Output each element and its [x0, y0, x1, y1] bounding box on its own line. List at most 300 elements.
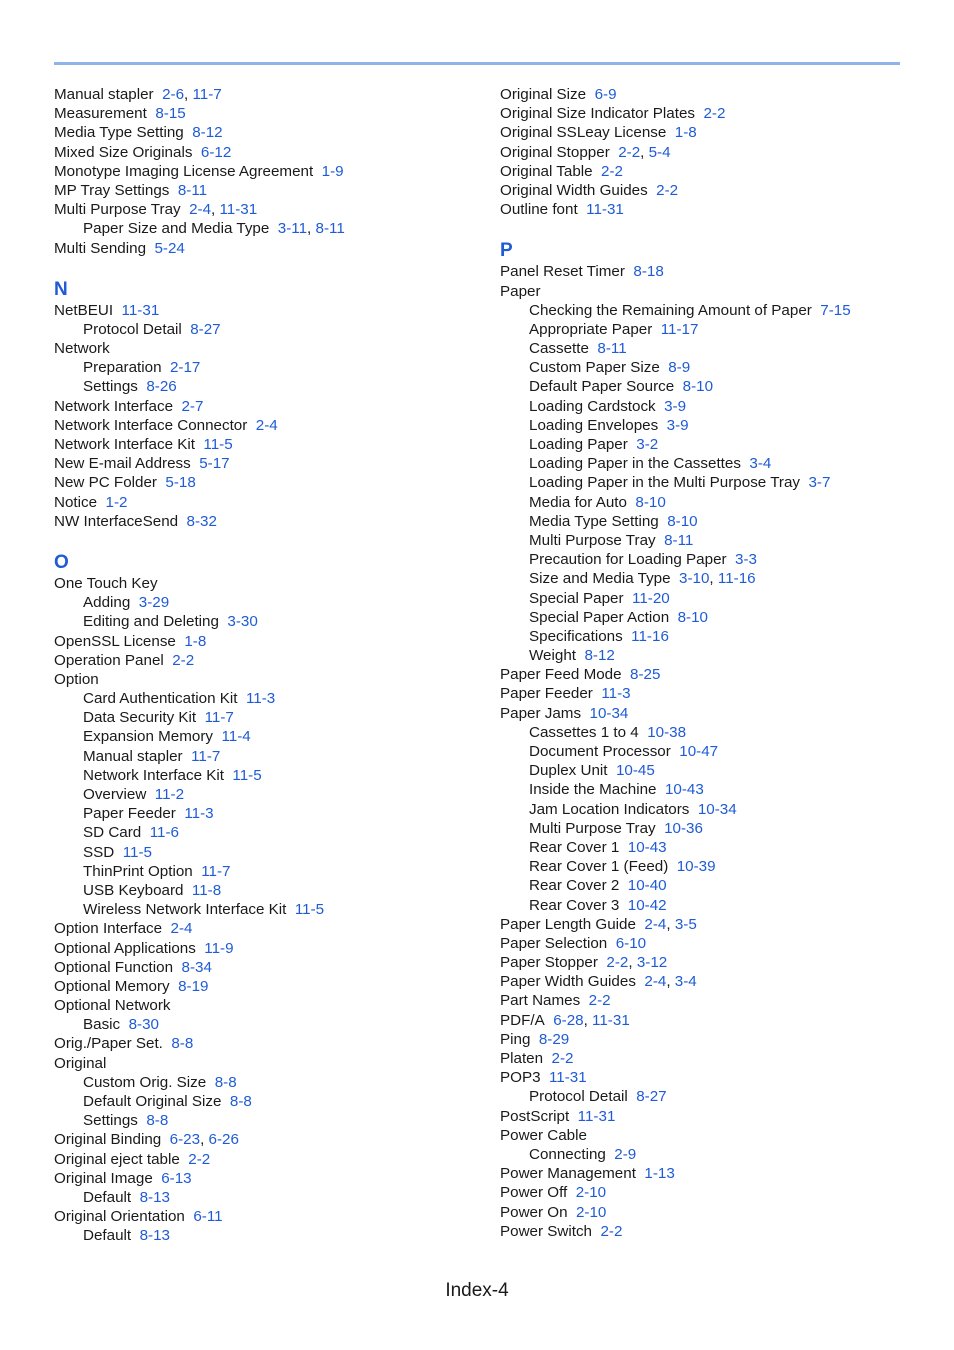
index-term: Original SSLeay License — [500, 124, 667, 142]
page-ref-link[interactable]: 3-4 — [674, 973, 697, 991]
index-term: Optional Applications — [54, 939, 196, 957]
page-ref-link[interactable]: 11-31 — [586, 201, 624, 219]
index-entry-optional-applications — [54, 939, 474, 958]
page-ref-link[interactable]: 6-10 — [615, 934, 647, 952]
index-subentry-paper-feeder — [54, 804, 474, 823]
index-term: New E-mail Address — [54, 455, 191, 473]
index-term: Original eject table — [54, 1150, 180, 1168]
page-ref-link[interactable]: 10-34 — [589, 704, 629, 722]
page-ref-link[interactable]: 10-42 — [627, 896, 667, 914]
index-term: Wireless Network Interface Kit — [83, 901, 287, 919]
page-ref-link[interactable]: 2-2 — [600, 1222, 623, 1240]
index-entry-measurement — [54, 104, 474, 123]
page-ref-link[interactable]: 1-8 — [184, 632, 207, 650]
index-entry-paper-stopper — [500, 953, 920, 972]
page-ref-link[interactable]: 8-12 — [192, 124, 223, 142]
page-ref-link[interactable]: 8-12 — [584, 647, 615, 665]
index-entry-option-interface — [54, 919, 474, 938]
index-term: Settings — [83, 1112, 138, 1130]
index-subentry-special-paper-action — [500, 608, 920, 627]
index-subentry-media-for-auto — [500, 493, 920, 512]
page-ref-link[interactable]: 6-11 — [193, 1208, 223, 1226]
page-ref-link[interactable]: 8-10 — [682, 378, 714, 396]
index-term: Outline font — [500, 201, 578, 219]
page-ref-link[interactable]: 11-16 — [631, 627, 669, 645]
index-term: Paper Feed Mode — [500, 666, 622, 684]
page-ref-link[interactable]: 2-2 — [703, 105, 726, 123]
index-term: Cassettes 1 to 4 — [529, 723, 639, 741]
index-term: Paper Feeder — [83, 805, 176, 823]
index-term: MP Tray Settings — [54, 181, 170, 199]
index-subentry-sd-card — [54, 823, 474, 842]
index-subentry-usb-keyboard — [54, 881, 474, 900]
index-term: Rear Cover 3 — [529, 896, 620, 914]
index-term: Protocol Detail — [529, 1088, 628, 1106]
index-term: Panel Reset Timer — [500, 263, 625, 281]
index-term: Optional Function — [54, 958, 174, 976]
section-gap — [500, 219, 920, 240]
index-entry-paper-length-guide — [500, 915, 920, 934]
index-term: Loading Paper in the Cassettes — [529, 455, 741, 473]
ref-separator: , — [184, 86, 193, 103]
index-term: Rear Cover 1 (Feed) — [529, 858, 669, 876]
page-ref-link[interactable]: 8-8 — [171, 1035, 194, 1053]
index-term: Document Processor — [529, 743, 671, 760]
page-ref-link[interactable]: 8-18 — [633, 263, 664, 281]
index-entry-nw-interfacesend — [54, 512, 474, 531]
index-term: Media for Auto — [529, 493, 627, 511]
ref-separator: , — [211, 201, 220, 219]
index-subentry-duplex-unit — [500, 761, 920, 780]
page-ref-link[interactable]: 3-9 — [666, 416, 689, 434]
index-term: ThinPrint Option — [83, 862, 193, 880]
page-ref-link[interactable]: 11-5 — [122, 843, 152, 861]
index-term: Connecting — [529, 1145, 606, 1163]
page-ref-link[interactable]: 2-4 — [170, 920, 193, 938]
page-ref-link[interactable]: 3-30 — [227, 613, 258, 631]
index-term: Power Switch — [500, 1222, 593, 1240]
page-ref-link[interactable]: 10-43 — [664, 781, 704, 799]
page-ref-link[interactable]: 11-6 — [149, 824, 179, 842]
index-entry-outline-font — [500, 200, 920, 219]
page-ref-link[interactable]: 11-31 — [577, 1107, 616, 1125]
page-ref-link[interactable]: 8-8 — [214, 1073, 237, 1091]
index-term: Default — [83, 1188, 132, 1206]
index-subentry-specifications — [500, 627, 920, 646]
index-entry-pop3 — [500, 1068, 920, 1087]
index-term: Special Paper Action — [529, 608, 670, 626]
page-ref-link[interactable]: 8-27 — [190, 320, 221, 338]
index-term: Multi Purpose Tray — [529, 819, 656, 837]
index-entry-paper-jams — [500, 704, 920, 723]
index-entry-original-orientation — [54, 1207, 474, 1226]
index-term: Precaution for Loading Paper — [529, 551, 727, 569]
page-ref-link[interactable]: 11-3 — [601, 685, 631, 703]
page-ref-link[interactable]: 11-7 — [201, 862, 231, 880]
index-subentry-rear-cover-3 — [500, 896, 920, 915]
index-term: One Touch Key — [54, 574, 158, 592]
index-term: PostScript — [500, 1107, 570, 1125]
page-ref-link[interactable]: 7-15 — [820, 301, 851, 319]
index-entry-original — [54, 1054, 474, 1073]
ref-separator: , — [628, 954, 637, 972]
page-ref-link[interactable]: 2-2 — [172, 651, 195, 669]
page-ref-link[interactable]: 3-5 — [674, 915, 697, 933]
index-subentry-network-interface-kit — [54, 766, 474, 785]
page-ref-link[interactable]: 5-17 — [199, 455, 230, 473]
index-term: Basic — [83, 1016, 121, 1034]
page-ref-link[interactable]: 8-29 — [538, 1030, 570, 1048]
index-subentry-settings — [54, 1111, 474, 1130]
index-term: Measurement — [54, 105, 147, 123]
index-term: Network Interface Kit — [83, 766, 224, 784]
index-term: Card Authentication Kit — [83, 690, 238, 708]
index-subentry-cassettes-1-to-4 — [500, 723, 920, 742]
page-ref-link[interactable]: 11-5 — [203, 436, 233, 453]
page-ref-link[interactable]: 2-4 — [644, 973, 667, 991]
index-subentry-protocol-detail — [500, 1087, 920, 1106]
index-term: Paper Stopper — [500, 954, 598, 972]
index-term: Platen — [500, 1050, 544, 1067]
page-ref-link[interactable]: 11-9 — [204, 939, 234, 957]
page-ref-link[interactable]: 10-43 — [627, 838, 667, 856]
index-subentry-size-and-media-type — [500, 569, 920, 588]
page-ref-link[interactable]: 5-24 — [154, 239, 185, 257]
page-ref-link[interactable]: 3-2 — [636, 436, 659, 453]
page-ref-link[interactable]: 8-27 — [636, 1088, 667, 1106]
index-subentry-media-type-setting — [500, 512, 920, 531]
index-entry-platen — [500, 1049, 920, 1068]
index-subentry-data-security-kit — [54, 708, 474, 727]
page-ref-link[interactable]: 2-10 — [575, 1184, 607, 1202]
page-ref-link[interactable]: 6-9 — [594, 86, 617, 103]
index-term: Data Security Kit — [83, 709, 197, 727]
index-term: Cassette — [529, 340, 589, 358]
index-term: Checking the Remaining Amount of Paper — [529, 301, 812, 319]
index-term: Original Stopper — [500, 143, 610, 161]
page-ref-link[interactable]: 8-11 — [315, 220, 345, 238]
page-ref-link[interactable]: 2-10 — [575, 1203, 607, 1221]
index-term: Overview — [83, 786, 147, 803]
page-ref-link[interactable]: 8-10 — [677, 608, 709, 626]
page-ref-link[interactable]: 11-31 — [592, 1011, 630, 1029]
page-ref-link[interactable]: 11-20 — [632, 589, 670, 607]
index-subentry-basic — [54, 1015, 474, 1034]
page-ref-link[interactable]: 8-8 — [229, 1093, 252, 1110]
index-term: Loading Cardstock — [529, 397, 656, 415]
index-entry-manual-stapler — [54, 85, 474, 104]
page-ref-link[interactable]: 10-34 — [697, 800, 737, 818]
page-ref-link[interactable]: 8-30 — [128, 1016, 159, 1034]
index-term: Original Table — [500, 162, 593, 180]
index-entry-option — [54, 670, 474, 689]
index-subentry-default-paper-source — [500, 377, 920, 396]
page-ref-link[interactable]: 2-2 — [588, 992, 611, 1010]
page-ref-link[interactable]: 5-4 — [648, 143, 671, 161]
index-entry-network-interface-kit — [54, 435, 474, 454]
page-ref-link[interactable]: 11-5 — [294, 901, 325, 919]
page-ref-link[interactable]: 6-26 — [208, 1131, 239, 1149]
index-term: Ping — [500, 1030, 531, 1048]
page-ref-link[interactable]: 11-7 — [191, 747, 221, 765]
page-ref-link[interactable]: 1-9 — [321, 162, 344, 180]
index-entry-paper-width-guides — [500, 972, 920, 991]
ref-separator: , — [666, 973, 675, 991]
index-subentry-cassette — [500, 339, 920, 358]
index-entry-mp-tray-settings — [54, 181, 474, 200]
index-entry-original-image — [54, 1169, 474, 1188]
page-ref-link[interactable]: 3-29 — [138, 594, 170, 612]
index-term: Protocol Detail — [83, 320, 182, 338]
page-ref-link[interactable]: 11-4 — [221, 728, 251, 746]
page-ref-link[interactable]: 8-10 — [635, 493, 666, 511]
page-ref-link[interactable]: 8-11 — [664, 531, 694, 549]
index-term: Rear Cover 1 — [529, 838, 620, 856]
page-ref-link[interactable]: 1-2 — [105, 493, 128, 511]
page-ref-link[interactable]: 6-13 — [161, 1169, 192, 1187]
index-term: Option Interface — [54, 920, 163, 938]
page-ref-link[interactable]: 3-11 — [277, 220, 308, 238]
index-term: Weight — [529, 647, 576, 665]
page-ref-link[interactable]: 8-10 — [667, 512, 698, 530]
index-term: Original Size Indicator Plates — [500, 105, 695, 123]
index-subentry-precaution-for-loading-paper — [500, 550, 920, 569]
index-entry-paper-feed-mode — [500, 665, 920, 684]
index-term: Power Off — [500, 1184, 568, 1202]
index-entry-original-width-guides — [500, 181, 920, 200]
index-subentry-wireless-network-interface-kit — [54, 900, 474, 919]
index-term: Paper Selection — [500, 934, 608, 952]
page-ref-link[interactable]: 11-8 — [191, 881, 222, 899]
index-term: POP3 — [500, 1069, 541, 1087]
index-subentry-ssd — [54, 843, 474, 862]
index-term: Settings — [83, 378, 138, 396]
page-ref-link[interactable]: 3-7 — [808, 474, 831, 492]
index-term: Manual stapler — [54, 86, 154, 103]
ref-separator: , — [709, 570, 718, 588]
page-ref-link[interactable]: 11-31 — [121, 301, 160, 319]
index-term: Mixed Size Originals — [54, 143, 193, 161]
index-subentry-paper-size-and-media-type — [54, 219, 474, 238]
index-entry-original-eject-table — [54, 1150, 474, 1169]
page-ref-link[interactable]: 8-13 — [139, 1188, 170, 1206]
page-ref-link[interactable]: 10-36 — [664, 819, 703, 837]
index-subentry-default-original-size — [54, 1092, 474, 1111]
index-entry-power-on — [500, 1203, 920, 1222]
page-ref-link[interactable]: 5-18 — [165, 474, 196, 492]
index-entry-optional-memory — [54, 977, 474, 996]
page-ref-link[interactable]: 11-31 — [219, 201, 258, 219]
page-ref-link[interactable]: 6-12 — [200, 143, 232, 161]
page-ref-link[interactable]: 2-2 — [601, 162, 623, 180]
index-term: Original Binding — [54, 1131, 162, 1149]
index-term: Multi Purpose Tray — [54, 201, 181, 219]
index-entry-original-ssleay-license — [500, 123, 920, 142]
index-term: Notice — [54, 493, 98, 511]
page-ref-link[interactable]: 11-17 — [660, 320, 699, 338]
index-subentry-expansion-memory — [54, 727, 474, 746]
index-term: Original — [54, 1054, 107, 1072]
page-ref-link[interactable]: 2-2 — [656, 181, 679, 199]
index-term: Rear Cover 2 — [529, 877, 620, 895]
index-term: Original Image — [54, 1169, 153, 1187]
index-term: Default Original Size — [83, 1093, 222, 1110]
index-entry-network-interface — [54, 397, 474, 416]
index-subentry-custom-paper-size — [500, 358, 920, 377]
index-entry-one-touch-key — [54, 574, 474, 593]
page-ref-link[interactable]: 11-7 — [204, 709, 234, 727]
index-subentry-document-processor — [500, 742, 920, 761]
index-subentry-overview — [54, 785, 474, 804]
index-term: Paper Width Guides — [500, 973, 636, 991]
page-ref-link[interactable]: 2-4 — [644, 915, 667, 933]
index-term: Default — [83, 1227, 132, 1245]
page-ref-link[interactable]: 6-23 — [169, 1131, 201, 1149]
page-ref-link[interactable]: 10-47 — [679, 743, 719, 760]
page-ref-link[interactable]: 10-40 — [627, 877, 667, 895]
index-entry-original-size-indicator-plates — [500, 104, 920, 123]
index-term: Multi Sending — [54, 239, 147, 257]
index-term: Custom Paper Size — [529, 359, 660, 377]
page-ref-link[interactable]: 2-2 — [551, 1050, 574, 1067]
page-ref-link[interactable]: 3-4 — [749, 455, 772, 473]
index-entry-original-stopper — [500, 143, 920, 162]
page-ref-link[interactable]: 3-9 — [664, 397, 687, 415]
page-ref-link[interactable]: 11-2 — [154, 786, 185, 803]
page-ref-link[interactable]: 1-13 — [644, 1165, 675, 1183]
index-entry-multi-sending — [54, 239, 474, 258]
index-entry-netbeui — [54, 301, 474, 320]
page-ref-link[interactable]: 8-26 — [146, 378, 177, 396]
page-ref-link[interactable]: 2-6 — [162, 86, 185, 103]
page-ref-link[interactable]: 2-7 — [181, 397, 204, 415]
index-entry-paper-selection — [500, 934, 920, 953]
index-term: Manual stapler — [83, 747, 183, 765]
index-term: Special Paper — [529, 589, 624, 607]
index-term: Orig./Paper Set. — [54, 1035, 163, 1053]
page-ref-link[interactable]: 11-31 — [548, 1069, 587, 1087]
page-ref-link[interactable]: 8-9 — [668, 359, 691, 377]
index-entry-network-interface-connector — [54, 416, 474, 435]
page-ref-link[interactable]: 3-12 — [636, 954, 668, 972]
page-ref-link[interactable]: 2-4 — [255, 416, 278, 434]
index-term: Specifications — [529, 627, 623, 645]
index-term: NW InterfaceSend — [54, 512, 179, 530]
page-ref-link[interactable]: 8-11 — [597, 340, 627, 358]
page-ref-link[interactable]: 10-39 — [676, 858, 716, 876]
index-subentry-editing-and-deleting — [54, 612, 474, 631]
page-ref-link[interactable]: 8-19 — [178, 977, 209, 995]
page-ref-link[interactable]: 2-4 — [189, 201, 212, 219]
page-ref-link[interactable]: 2-9 — [614, 1145, 637, 1163]
index-entry-postscript — [500, 1107, 920, 1126]
page-ref-link[interactable]: 3-3 — [735, 551, 757, 569]
page-ref-link[interactable]: 10-45 — [615, 762, 655, 780]
index-term: Duplex Unit — [529, 762, 608, 780]
index-term: New PC Folder — [54, 474, 157, 492]
index-term: Power Cable — [500, 1126, 587, 1144]
page-ref-link[interactable]: 8-8 — [146, 1112, 169, 1130]
page-ref-link[interactable]: 8-11 — [177, 181, 208, 199]
page-ref-link[interactable]: 11-3 — [245, 690, 276, 708]
index-entry-original-binding — [54, 1130, 474, 1149]
index-entry-pdf-a — [500, 1011, 920, 1030]
page-ref-link[interactable]: 8-32 — [186, 512, 217, 530]
index-subentry-rear-cover-2 — [500, 876, 920, 895]
index-entry-power-cable — [500, 1126, 920, 1145]
index-subentry-adding — [54, 593, 474, 612]
index-entry-power-management — [500, 1164, 920, 1183]
page-ref-link[interactable]: 2-17 — [169, 359, 201, 377]
header-rule — [54, 62, 900, 65]
section-gap — [54, 258, 474, 279]
index-term: Paper Jams — [500, 704, 582, 722]
index-subentry-appropriate-paper — [500, 320, 920, 339]
index-term: Network Interface — [54, 397, 174, 415]
page-ref-link[interactable]: 11-16 — [717, 570, 756, 588]
page-ref-link[interactable]: 11-7 — [192, 86, 222, 103]
index-subentry-settings — [54, 377, 474, 396]
index-subentry-checking-the-remaining-amount-of-paper — [500, 301, 920, 320]
index-term: PDF/A — [500, 1011, 545, 1029]
page-ref-link[interactable]: 3-10 — [679, 570, 710, 588]
index-term: USB Keyboard — [83, 881, 184, 899]
index-term: Preparation — [83, 359, 162, 377]
index-subentry-loading-paper-in-the-cassettes — [500, 454, 920, 473]
index-subentry-default — [54, 1226, 474, 1245]
index-entry-monotype-imaging-license-agreement — [54, 162, 474, 181]
index-term: Multi Purpose Tray — [529, 531, 656, 549]
index-subentry-inside-the-machine — [500, 780, 920, 799]
index-term: Network Interface Kit — [54, 436, 195, 453]
index-term: Jam Location Indicators — [529, 800, 690, 818]
page-ref-link[interactable]: 8-13 — [139, 1227, 170, 1245]
index-term: Size and Media Type — [529, 570, 671, 588]
page-ref-link[interactable]: 2-2 — [618, 143, 641, 161]
index-entry-new-pc-folder — [54, 473, 474, 492]
index-entry-panel-reset-timer — [500, 262, 920, 281]
index-subentry-special-paper — [500, 589, 920, 608]
page-ref-link[interactable]: 1-8 — [674, 124, 697, 142]
page-ref-link[interactable]: 8-34 — [181, 958, 212, 976]
page-ref-link[interactable]: 2-2 — [606, 954, 629, 972]
index-term: Original Width Guides — [500, 181, 648, 199]
section-gap — [54, 531, 474, 552]
index-term: Loading Paper — [529, 436, 628, 453]
index-term: Media Type Setting — [529, 512, 659, 530]
ref-separator: , — [307, 220, 316, 238]
index-subentry-rear-cover-1 — [500, 838, 920, 857]
index-term: Paper Size and Media Type — [83, 220, 270, 238]
page-ref-link[interactable]: 11-5 — [232, 766, 262, 784]
index-subentry-manual-stapler — [54, 747, 474, 766]
index-term: Loading Envelopes — [529, 416, 659, 434]
index-entry-operation-panel — [54, 651, 474, 670]
page-ref-link[interactable]: 8-25 — [630, 666, 661, 684]
page-ref-link[interactable]: 11-3 — [184, 805, 214, 823]
page-ref-link[interactable]: 6-28 — [553, 1011, 584, 1029]
index-subentry-connecting — [500, 1145, 920, 1164]
index-term: Default Paper Source — [529, 378, 675, 396]
index-term: Power On — [500, 1203, 568, 1221]
index-subentry-multi-purpose-tray — [500, 531, 920, 550]
page-ref-link[interactable]: 8-15 — [155, 105, 186, 123]
page-ref-link[interactable]: 10-38 — [647, 723, 687, 741]
page-ref-link[interactable]: 2-2 — [188, 1150, 211, 1168]
ref-separator: , — [583, 1011, 593, 1029]
index-entry-notice — [54, 493, 474, 512]
index-term: Custom Orig. Size — [83, 1073, 207, 1091]
